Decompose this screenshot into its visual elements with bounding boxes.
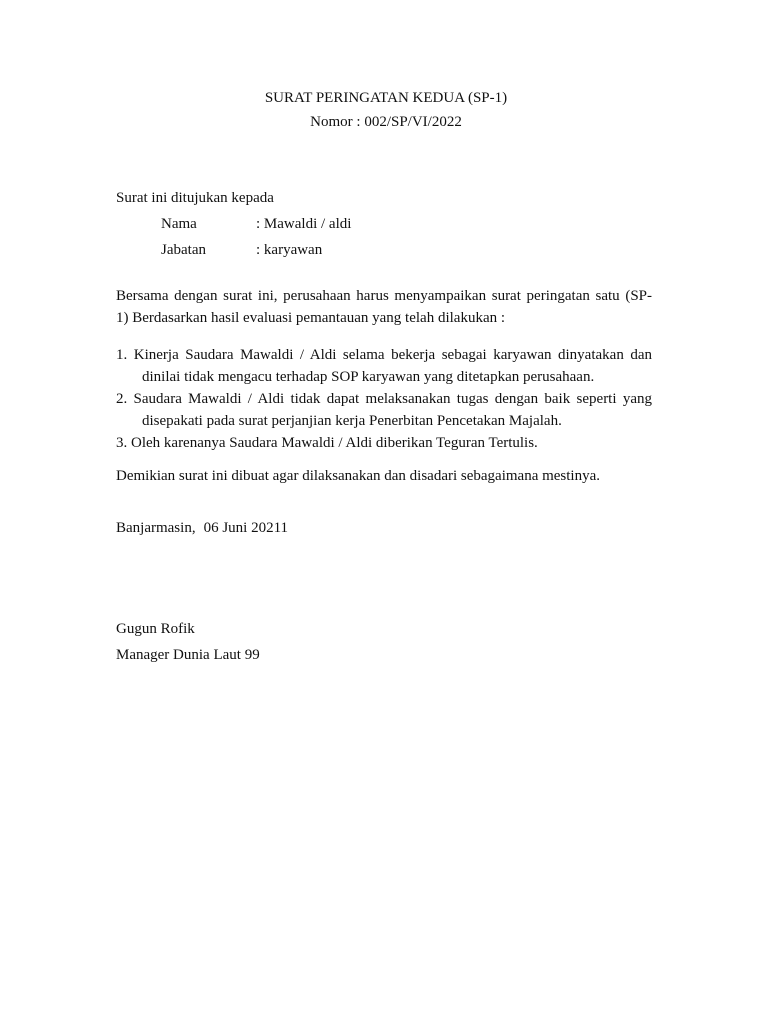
- letter-title: SURAT PERINGATAN KEDUA (SP-1): [264, 90, 508, 106]
- point-3-line-1: 3. Oleh karenanya Saudara Mawaldi / Aldi diberikan Teguran Tertulis.: [116, 435, 538, 451]
- point-1-line-1: 1. Kinerja Saudara Mawaldi / Aldi selama bekerja sebagai karyawan dinyatakan dan: [116, 347, 652, 363]
- point-2-line-1: 2. Saudara Mawaldi / Aldi tidak dapat melaksanakan tugas dengan baik seperti yang: [116, 391, 652, 407]
- recipient-name-label: Nama: [161, 216, 197, 232]
- point-2-line-2: disepakati pada surat perjanjian kerja Penerbitan Pencetakan Majalah.: [142, 413, 562, 429]
- main-paragraph: [116, 285, 652, 329]
- signer-name: Gugun Rofik: [116, 621, 195, 637]
- main-paragraph-line-2: 1) Berdasarkan hasil evaluasi pemantauan yang telah dilakukan :: [116, 310, 506, 326]
- recipient-details: [116, 211, 652, 263]
- signature-block: [116, 618, 652, 670]
- list-item: [116, 344, 652, 388]
- place: Banjarmasin,: [116, 520, 196, 536]
- main-paragraph-line-1: Bersama dengan surat ini, perusahaan harus menyampaikan surat peringatan satu (SP-: [116, 288, 652, 304]
- recipient-position-row: [116, 237, 652, 263]
- list-item: [116, 388, 652, 432]
- letter-header: [0, 87, 768, 135]
- letter-number: Nomor : 002/SP/VI/2022: [310, 114, 462, 130]
- recipient-name-value: : Mawaldi / aldi: [256, 216, 352, 232]
- recipient-intro: Surat ini ditujukan kepada: [116, 190, 274, 206]
- points-list: [116, 344, 652, 454]
- date: 06 Juni 20211: [203, 520, 289, 536]
- signer-title: Manager Dunia Laut 99: [116, 647, 260, 663]
- recipient-position-label: Jabatan: [161, 242, 206, 258]
- place-date: [116, 517, 652, 539]
- recipient-name-row: [116, 211, 652, 237]
- recipient-position-value: : karyawan: [256, 242, 323, 258]
- point-1-line-2: dinilai tidak mengacu terhadap SOP karyawan yang ditetapkan perusahaan.: [142, 369, 595, 385]
- closing-paragraph: Demikian surat ini dibuat agar dilaksanakan dan disadari sebagaimana mestinya.: [116, 468, 601, 484]
- list-item: [116, 432, 652, 454]
